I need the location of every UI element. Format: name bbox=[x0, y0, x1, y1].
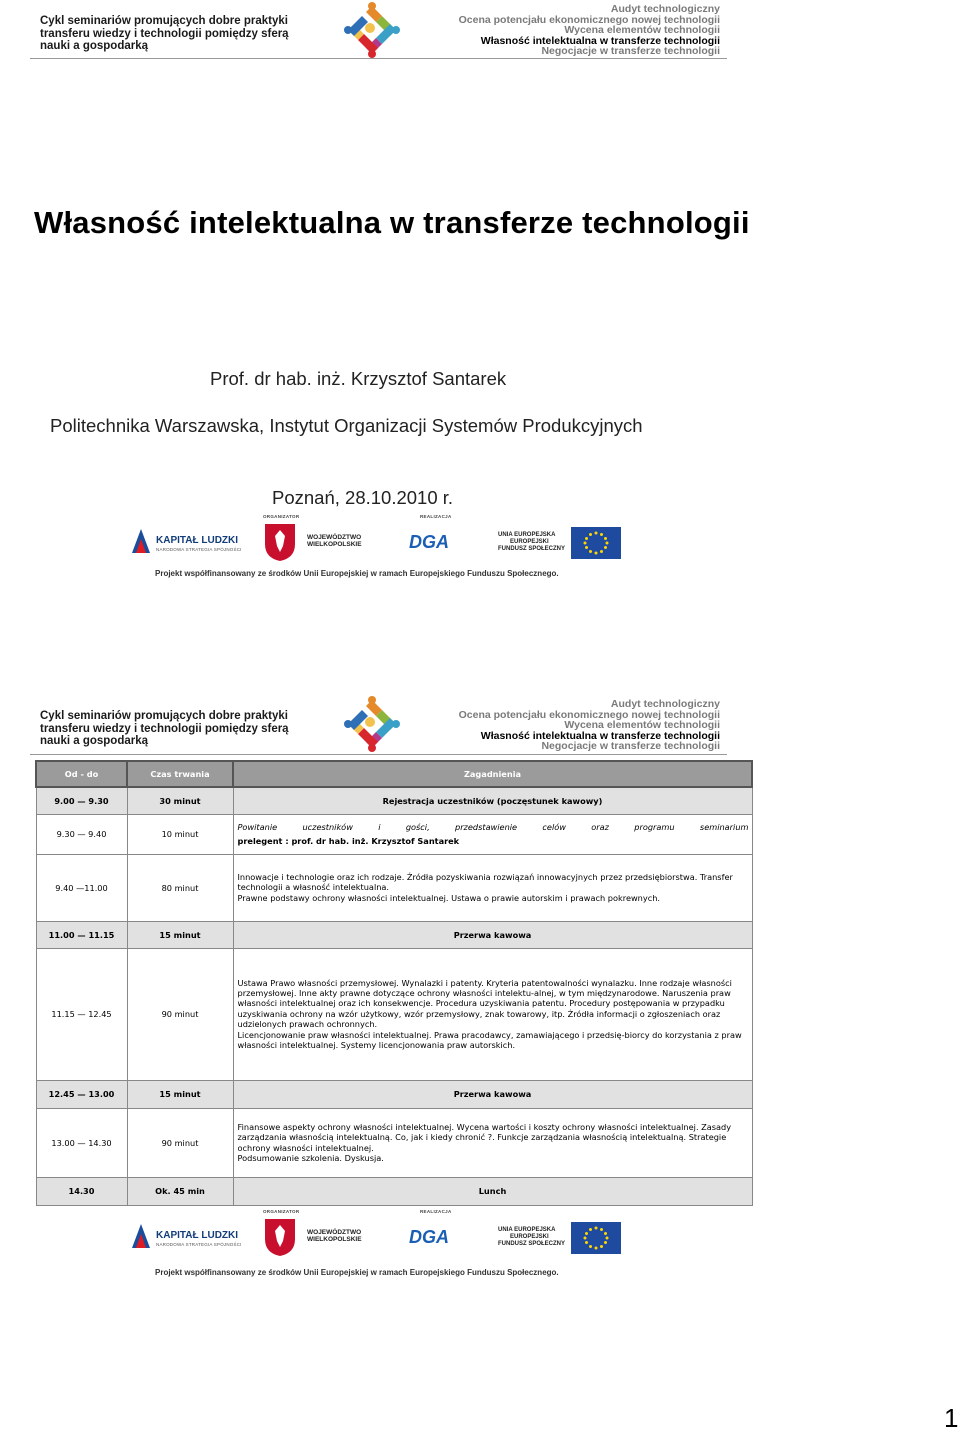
col-header: Od - do bbox=[36, 761, 127, 787]
header-divider bbox=[30, 754, 727, 755]
topic-list: Audyt technologiczny Ocena potencjału ekonomicznego nowej technologii Wycena elementów technologii Własność intelektualna w transferze technologii Negocjacje w transferze technologii bbox=[458, 3, 720, 58]
dga-logo: DGA bbox=[409, 1227, 449, 1247]
dga-logo: DGA bbox=[409, 532, 449, 552]
seminar-logo-icon bbox=[337, 696, 407, 752]
col-header: Czas trwania bbox=[127, 761, 233, 787]
kapital-ludzki-icon bbox=[130, 1222, 152, 1250]
series-title: Cykl seminariów promujących dobre praktyki transferu wiedzy i technologii pomiędzy sferą nauki a gospodarką bbox=[40, 15, 289, 52]
wielkopolska-crest-icon bbox=[263, 1217, 297, 1257]
project-note: Projekt współfinansowany ze środków Unii Europejskiej w ramach Europejskiego Funduszu Społecznego. bbox=[155, 1268, 559, 1277]
sponsor-logos: KAPITAŁ LUDZKI NARODOWA STRATEGIA SPÓJNOŚCI ORGANIZATOR WOJEWÓDZTWO WIELKOPOLSKIE REALIZACJA DGA UNIA EUROPEJSKA EUROPEJSKI FUNDUSZ SPOŁECZNY Projekt współfinansowany ze środków Unii Europejskiej w ramach Europejskiego Funduszu Społecznego. bbox=[125, 512, 625, 572]
header-divider bbox=[30, 58, 727, 59]
place-date: Poznań, 28.10.2010 r. bbox=[272, 487, 454, 508]
institution: Politechnika Warszawska, Instytut Organizacji Systemów Produkcyjnych bbox=[50, 415, 643, 436]
table-row: 11.00 — 11.15 15 minut Przerwa kawowa bbox=[36, 921, 752, 948]
table-header-row bbox=[36, 761, 752, 787]
table-row: 11.15 — 12.45 90 minut Ustawa Prawo własności przemysłowej. Wynalazki i patenty. Kryteria patentowalności wynalazku. Inne rodzaje własności przemysłowej. Inne akty prawne dotyczące ochrony własności intelektu-alnej, w tym międzynarodowe. Naruszenia praw własności intelektualnej oraz ich konsekwencje. Procedura uzyskiwania patentu. Procedury postępowania w przypadku uzyskiwania ochrony na wzór użytkowy, wzór przemysłowy, znak towarowy, itp. Źródła informacji o zgłoszeniach oraz udzielonych prawach ochronnych. Licencjonowanie praw własności intelektualnej. Prawa pracodawcy, zamawiającego i przedsię-biorcy do korzystania z praw własności intelektualnej. Systemy licencjonowania praw autorskich. bbox=[36, 948, 752, 1080]
table-row: 9.30 — 9.40 10 minut Powitanie uczestników i gości, przedstawienie celów oraz programu seminarium prelegent : prof. dr hab. inż. Krzysztof Santarek bbox=[36, 814, 752, 854]
sponsor-logos-2: KAPITAŁ LUDZKI NARODOWA STRATEGIA SPÓJNOŚCI ORGANIZATOR WOJEWÓDZTWO WIELKOPOLSKIE REALIZACJA DGA UNIA EUROPEJSKA EUROPEJSKI FUNDUSZ SPOŁECZNY Projekt współfinansowany ze środków Unii Europejskiej w ramach Europejskiego Funduszu Społecznego. bbox=[125, 1207, 625, 1267]
slide-title: Własność intelektualna w transferze technologii bbox=[34, 205, 750, 240]
table-row: 12.45 — 13.00 15 minut Przerwa kawowa bbox=[36, 1080, 752, 1108]
wielkopolska-crest-icon bbox=[263, 522, 297, 562]
speaker: Prof. dr hab. inż. Krzysztof Santarek bbox=[210, 368, 507, 389]
col-header: Zagadnienia bbox=[233, 761, 752, 787]
kapital-ludzki-icon bbox=[130, 527, 152, 555]
project-note: Projekt współfinansowany ze środków Unii Europejskiej w ramach Europejskiego Funduszu Społecznego. bbox=[155, 569, 559, 578]
table-row: 9.40 —11.00 80 minut Innowacje i technologie oraz ich rodzaje. Źródła pozyskiwania rozwiązań innowacyjnych przez przedsiębiorstwa. Transfer technologii a własność intelektualna. Prawne podstawy ochrony własności intelektualnej. Ustawa o prawie autorskim i prawach pokrewnych. bbox=[36, 854, 752, 921]
eu-flag-icon bbox=[571, 1222, 621, 1254]
eu-flag-icon bbox=[571, 527, 621, 559]
agenda-table bbox=[35, 760, 753, 1206]
table-row: 9.00 — 9.30 30 minut Rejestracja uczestników (poczęstunek kawowy) bbox=[36, 787, 752, 814]
topic-list-2: Audyt technologiczny Ocena potencjału ekonomicznego nowej technologii Wycena elementów technologii Własność intelektualna w transferze technologii Negocjacje w transferze technologii bbox=[458, 698, 720, 753]
seminar-logo-icon bbox=[337, 2, 407, 58]
table-row: 14.30 Ok. 45 min Lunch bbox=[36, 1177, 752, 1205]
series-title-2: Cykl seminariów promujących dobre praktyki transferu wiedzy i technologii pomiędzy sferą nauki a gospodarką bbox=[40, 710, 289, 747]
table-row: 13.00 — 14.30 90 minut Finansowe aspekty ochrony własności intelektualnej. Wycena wartości i koszty ochrony własności intelektualnej. Zasady zarządzania własnością intelektualną. Co, jak i kiedy chronić ?. Funkcje zarządzania własnością intelektualną. Strategie ochrony własności intelektualnej. Podsumowanie szkolenia. Dyskusja. bbox=[36, 1108, 752, 1177]
page-number: 1 bbox=[944, 1403, 959, 1433]
